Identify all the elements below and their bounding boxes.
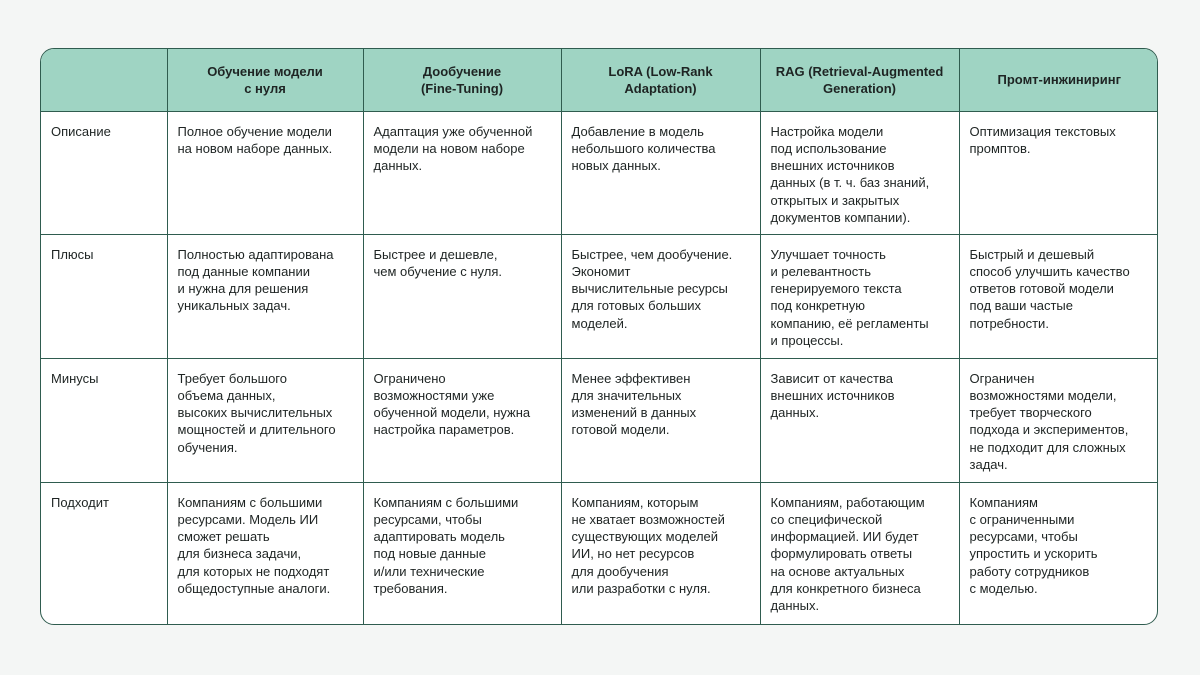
row-label: Плюсы xyxy=(41,234,167,358)
header-prompt-engineering: Промт-инжиниринг xyxy=(959,49,1158,111)
table-cell: Настройка модели под использование внешних источников данных (в т. ч. баз знаний, открытых и закрытых документов компании). xyxy=(760,111,959,234)
row-pros xyxy=(41,234,1158,358)
table-cell: Быстрее и дешевле, чем обучение с нуля. xyxy=(363,234,561,358)
table-cell: Полное обучение модели на новом наборе данных. xyxy=(167,111,363,234)
table-cell: Полностью адаптирована под данные компании и нужна для решения уникальных задач. xyxy=(167,234,363,358)
row-label: Подходит xyxy=(41,482,167,624)
table-cell: Улучшает точность и релевантность генерируемого текста под конкретную компанию, её регламенты и процессы. xyxy=(760,234,959,358)
table-cell: Компаниям, которым не хватает возможностей существующих моделей ИИ, но нет ресурсов для дообучения или разработки с нуля. xyxy=(561,482,760,624)
table-cell: Компаниям с большими ресурсами, чтобы адаптировать модель под новые данные и/или технические требования. xyxy=(363,482,561,624)
table-cell: Оптимизация текстовых промптов. xyxy=(959,111,1158,234)
table-cell: Менее эффективен для значительных изменений в данных готовой модели. xyxy=(561,358,760,482)
header-fine-tuning: Дообучение (Fine-Tuning) xyxy=(363,49,561,111)
header-row xyxy=(41,49,1158,111)
table-cell: Адаптация уже обученной модели на новом наборе данных. xyxy=(363,111,561,234)
header-corner-cell xyxy=(41,49,167,111)
table-cell: Ограничен возможностями модели, требует творческого подхода и экспериментов, не подходит для сложных задач. xyxy=(959,358,1158,482)
table-cell: Компаниям, работающим со специфической информацией. ИИ будет формулировать ответы на основе актуальных для конкретного бизнеса данных. xyxy=(760,482,959,624)
comparison-table-grid xyxy=(41,49,1158,624)
table-cell: Добавление в модель небольшого количества новых данных. xyxy=(561,111,760,234)
table-cell: Быстрый и дешевый способ улучшить качество ответов готовой модели под ваши частые потребности. xyxy=(959,234,1158,358)
table-cell: Зависит от качества внешних источников данных. xyxy=(760,358,959,482)
table-cell: Компаниям с ограниченными ресурсами, чтобы упростить и ускорить работу сотрудников с моделью. xyxy=(969,494,1098,596)
row-label: Минусы xyxy=(41,358,167,482)
row-description xyxy=(41,111,1158,234)
table-cell: Требует большого объема данных, высоких вычислительных мощностей и длительного обучения. xyxy=(167,358,363,482)
table-cell: Компаниям с большими ресурсами. Модель ИИ сможет решать для бизнеса задачи, для которых не подходят общедоступные аналоги. xyxy=(167,482,363,624)
header-training-from-scratch: Обучение модели с нуля xyxy=(167,49,363,111)
table-cell: Быстрее, чем дообучение. Экономит вычислительные ресурсы для готовых больших моделей. xyxy=(561,234,760,358)
row-cons xyxy=(41,358,1158,482)
row-label: Описание xyxy=(41,111,167,234)
row-suitable-for xyxy=(41,482,1158,624)
table-cell: Ограничено возможностями уже обученной модели, нужна настройка параметров. xyxy=(363,358,561,482)
comparison-table xyxy=(40,48,1158,625)
header-rag: RAG (Retrieval-Augmented Generation) xyxy=(760,49,959,111)
header-lora: LoRA (Low-Rank Adaptation) xyxy=(561,49,760,111)
